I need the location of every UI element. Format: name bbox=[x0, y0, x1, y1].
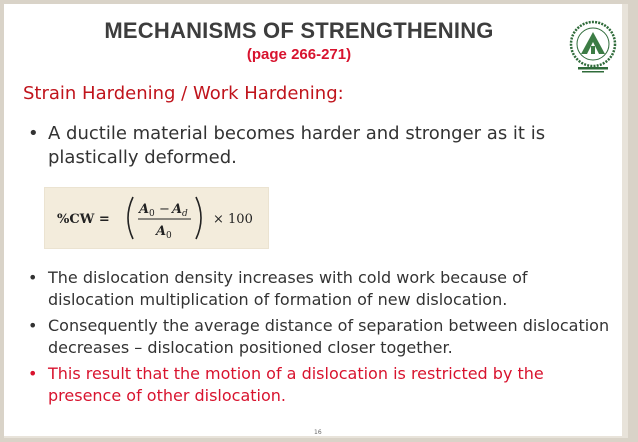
cold-work-formula bbox=[44, 187, 269, 249]
formula-num-a-sub: 0 bbox=[149, 209, 155, 219]
bullet-marker: • bbox=[28, 364, 38, 383]
formula-times: × 100 bbox=[213, 212, 253, 227]
slide bbox=[4, 4, 628, 438]
slide-subtitle: (page 266-271) bbox=[246, 46, 352, 63]
bullet-text: The dislocation density increases with cold work because of dislocation multiplication of formation of new dislocation. bbox=[48, 268, 528, 309]
formula-den-sub: 0 bbox=[166, 231, 172, 241]
bullet-text: Consequently the average distance of separation between dislocation decreases – dislocation positioned closer together. bbox=[48, 316, 610, 357]
slide-title: MECHANISMS OF STRENGTHENING bbox=[104, 18, 494, 43]
bullet-marker: • bbox=[28, 268, 38, 287]
page-number: 16 bbox=[314, 429, 322, 436]
formula-num-a: A bbox=[139, 202, 150, 217]
formula-num-b-sub: d bbox=[182, 209, 188, 219]
section-heading: Strain Hardening / Work Hardening: bbox=[23, 83, 344, 104]
university-crest-icon bbox=[568, 20, 618, 74]
bullet-text: This result that the motion of a dislocation is restricted by the presence of other dislocation. bbox=[48, 364, 544, 405]
bullet-text: A ductile material becomes harder and stronger as it is plastically deformed. bbox=[48, 123, 546, 168]
formula-num-b: A bbox=[172, 202, 183, 217]
bullet-marker: • bbox=[28, 316, 38, 335]
bullet-marker: • bbox=[28, 123, 39, 144]
formula-lhs: %CW = bbox=[57, 212, 110, 227]
formula-den: A bbox=[156, 224, 167, 239]
formula-minus: − bbox=[159, 202, 170, 217]
